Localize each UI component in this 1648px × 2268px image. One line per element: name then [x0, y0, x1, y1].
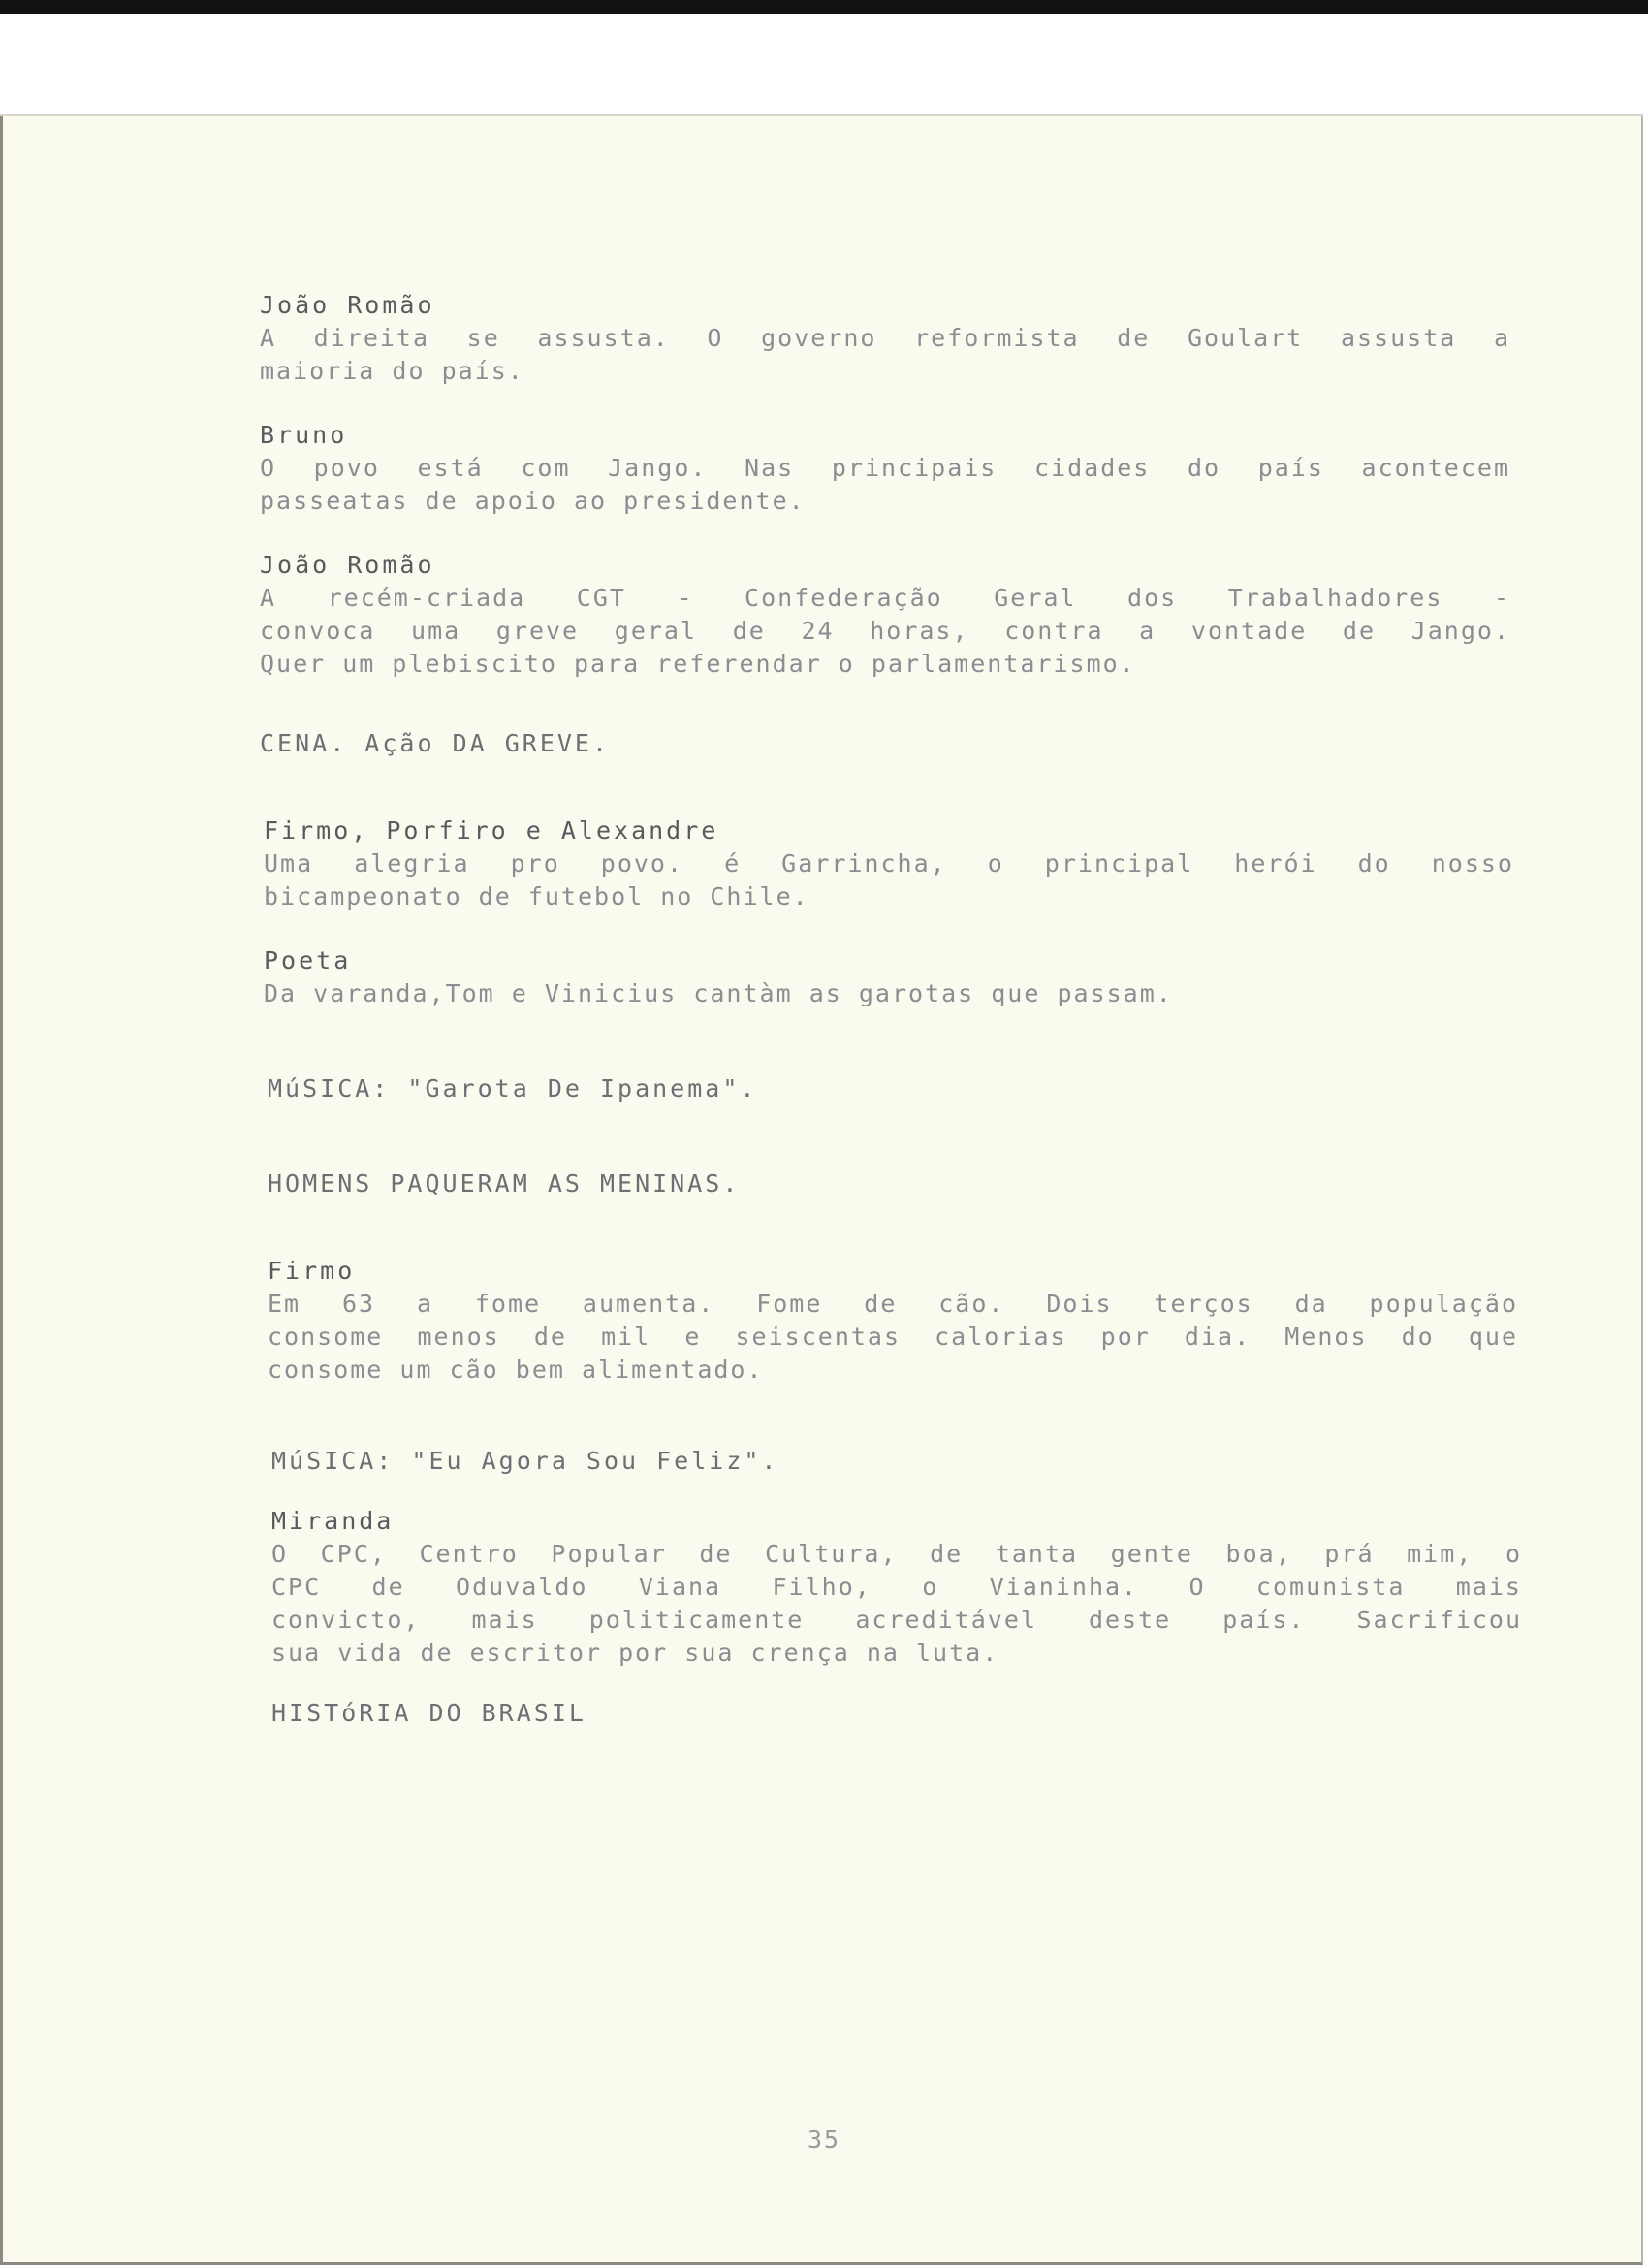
dialogue-line: consome menos de mil e seiscentas calorias por dia. Menos do que: [268, 1323, 1518, 1351]
dialogue-line: convoca uma greve geral de 24 horas, contra a vontade de Jango.: [260, 617, 1510, 645]
dialogue-line: CPC de Oduvaldo Viana Filho, o Vianinha. O comunista mais: [271, 1573, 1522, 1601]
dialogue-block: [264, 944, 1520, 1010]
speaker-name: João Romão: [260, 551, 435, 579]
speaker-name: Firmo, Porfiro e Alexandre: [264, 816, 719, 845]
scene-heading: HOMENS PAQUERAM AS MENINAS.: [268, 1169, 741, 1198]
dialogue-block: [264, 815, 1520, 913]
dialogue-block: [271, 1505, 1520, 1670]
section-heading: HISTóRIA DO BRASIL: [271, 1699, 586, 1727]
dialogue-block: [268, 1255, 1520, 1387]
scanner-border: [0, 0, 1648, 14]
speaker-name: João Romão: [260, 291, 435, 319]
dialogue-block: [260, 419, 1520, 518]
music-heading: MúSICA: "Garota De Ipanema".: [268, 1074, 758, 1102]
dialogue-line: convicto, mais politicamente acreditável deste país. Sacrificou: [271, 1606, 1522, 1634]
dialogue-line: O povo está com Jango. Nas principais cidades do país acontecem: [260, 454, 1510, 482]
dialogue-block: [260, 549, 1520, 681]
dialogue-block: [260, 289, 1520, 388]
dialogue-line: Da varanda,Tom e Vinicius cantàm as garotas que passam.: [264, 979, 1173, 1007]
dialogue-line: maioria do país.: [260, 357, 524, 385]
speaker-name: Firmo: [268, 1257, 356, 1285]
scene-heading: CENA. Ação DA GREVE.: [260, 729, 611, 757]
dialogue-line: Quer um plebiscito para referendar o parlamentarismo.: [260, 650, 1136, 678]
page-number: 35: [807, 2125, 841, 2154]
dialogue-line: Uma alegria pro povo. é Garrincha, o principal herói do nosso: [264, 849, 1514, 878]
dialogue-line: consome um cão bem alimentado.: [268, 1356, 764, 1384]
speaker-name: Miranda: [271, 1507, 395, 1535]
script-content: [260, 289, 1520, 1730]
dialogue-line: bicampeonato de futebol no Chile.: [264, 882, 809, 910]
dialogue-line: A direita se assusta. O governo reformista de Goulart assusta a: [260, 324, 1510, 352]
dialogue-line: passeatas de apoio ao presidente.: [260, 487, 806, 515]
dialogue-line: Em 63 a fome aumenta. Fome de cão. Dois terços da população: [268, 1290, 1518, 1318]
music-heading: MúSICA: "Eu Agora Sou Feliz".: [271, 1447, 779, 1475]
dialogue-line: sua vida de escritor por sua crença na luta.: [271, 1639, 999, 1667]
speaker-name: Poeta: [264, 946, 352, 974]
dialogue-line: A recém-criada CGT - Confederação Geral dos Trabalhadores -: [260, 584, 1510, 612]
dialogue-line: O CPC, Centro Popular de Cultura, de tanta gente boa, prá mim, o: [271, 1540, 1522, 1568]
speaker-name: Bruno: [260, 421, 348, 449]
